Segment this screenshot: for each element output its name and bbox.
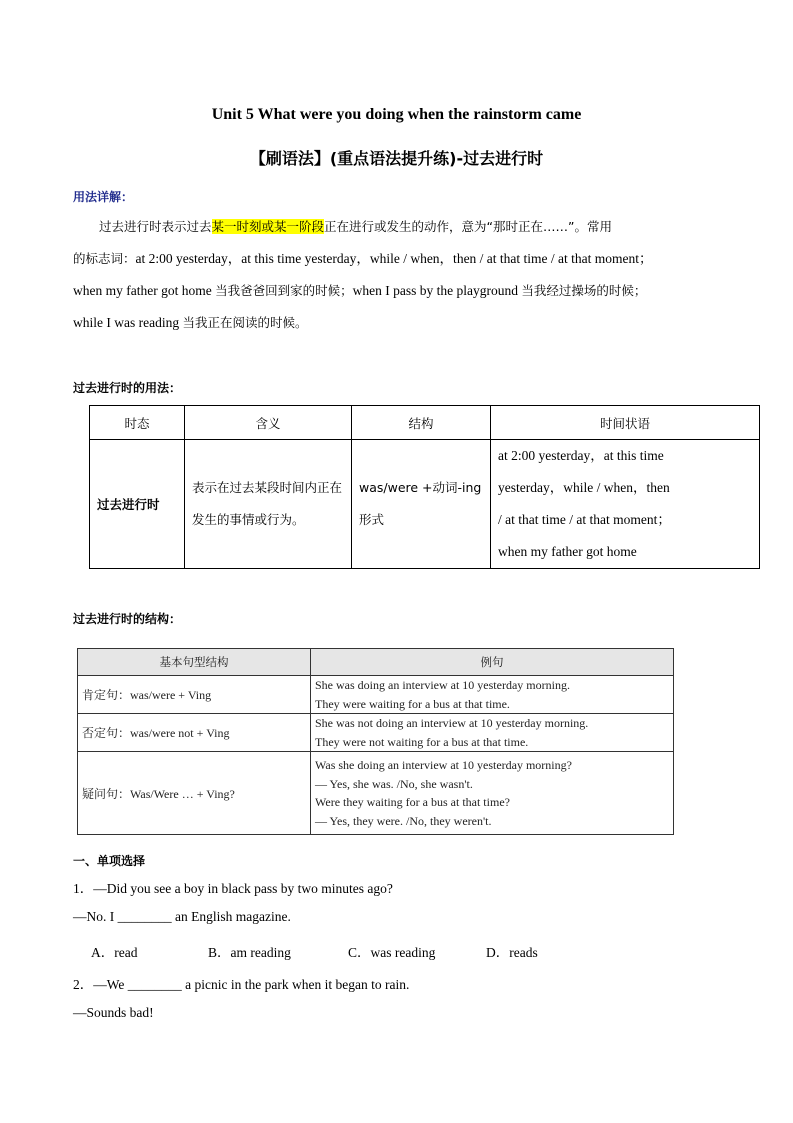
usage-text: 的标志词： xyxy=(73,251,136,266)
usage-heading: 用法详解： xyxy=(73,190,134,204)
table-row xyxy=(78,714,674,752)
example-line: They were waiting for a bus at that time. xyxy=(315,696,510,711)
time-line: / at that time / at that moment； xyxy=(498,512,671,527)
structure-cell: was/were +动词-ing形式 xyxy=(352,440,491,569)
example-line: Was she doing an interview at 10 yesterday morning? xyxy=(315,758,572,772)
usage-line-2 xyxy=(73,243,723,275)
page-subtitle: 【刷语法】(重点语法提升练)-过去进行时 xyxy=(249,149,544,168)
examples-cell xyxy=(311,714,674,752)
question-number: 1． xyxy=(73,881,94,896)
section-heading: 一、单项选择 xyxy=(73,854,146,868)
table-header-cell: 结构 xyxy=(352,406,491,440)
structure-table xyxy=(77,648,674,835)
usage-text: when I pass by the playground xyxy=(352,283,522,298)
examples-cell xyxy=(311,752,674,835)
question-text: —We ________ a picnic in the park when it began to rain. xyxy=(93,977,410,992)
option-a[interactable]: A．read xyxy=(91,945,138,960)
table-header-row xyxy=(78,649,674,676)
example-line: — Yes, she was. /No, she wasn't. xyxy=(315,776,473,791)
example-line: Were they waiting for a bus at that time? xyxy=(315,795,510,809)
question-2-response: —Sounds bad! xyxy=(73,1005,154,1020)
meaning-cell: 表示在过去某段时间内正在发生的事情或行为。 xyxy=(185,440,352,569)
usage-line-3 xyxy=(73,275,723,307)
table-header-row xyxy=(90,406,760,440)
usage-highlight: 某一时刻或某一阶段 xyxy=(211,219,325,234)
usage-text: 正在进行或发生的动作，意为“那时正在……”。常用 xyxy=(324,219,612,234)
tense-cell: 过去进行时 xyxy=(90,440,185,569)
table-row xyxy=(78,752,674,835)
usage-line-4 xyxy=(73,307,723,339)
example-line: She was not doing an interview at 10 yesterday morning. xyxy=(315,716,589,730)
question-number: 2． xyxy=(73,977,94,992)
pattern-cell: 疑问句：Was/Were … + Ving? xyxy=(78,752,311,835)
usage-text: while I was reading xyxy=(73,315,183,330)
usage-text: 当我爸爸回到家的时候； xyxy=(215,283,353,298)
option-c[interactable]: C．was reading xyxy=(348,945,436,960)
example-line: — Yes, they were. /No, they weren't. xyxy=(315,813,492,828)
table-row xyxy=(78,676,674,714)
usage-paragraph xyxy=(73,211,723,339)
structure-table-heading: 过去进行时的结构： xyxy=(73,612,182,626)
table-header-cell: 基本句型结构 xyxy=(78,649,311,676)
usage-text: when my father got home xyxy=(73,283,216,298)
time-line: when my father got home xyxy=(498,544,637,559)
time-line: at 2:00 yesterday，at this time xyxy=(498,448,664,463)
usage-table xyxy=(89,405,760,569)
question-1-response: —No. I ________ an English magazine. xyxy=(73,909,291,924)
table-header-cell: 含义 xyxy=(185,406,352,440)
usage-table-heading: 过去进行时的用法： xyxy=(73,381,182,395)
usage-text: 过去进行时表示过去 xyxy=(99,219,212,234)
time-adverbial-cell xyxy=(491,440,760,569)
example-line: She was doing an interview at 10 yesterday morning. xyxy=(315,678,570,692)
usage-text: 当我经过操场的时候； xyxy=(521,283,647,298)
time-line: yesterday，while / when，then xyxy=(498,480,670,495)
question-2 xyxy=(73,973,409,993)
question-1 xyxy=(73,877,393,897)
table-row xyxy=(90,440,760,569)
usage-text: at 2:00 yesterday，at this time yesterday，while / when，then / at that time / at that moment； xyxy=(135,251,653,266)
usage-text: 当我正在阅读的时候。 xyxy=(182,315,308,330)
examples-cell xyxy=(311,676,674,714)
page-title: Unit 5 What were you doing when the rainstorm came xyxy=(211,106,582,123)
table-header-cell: 时态 xyxy=(90,406,185,440)
table-header-cell: 例句 xyxy=(311,649,674,676)
table-header-cell: 时间状语 xyxy=(491,406,760,440)
pattern-cell: 否定句：was/were not + Ving xyxy=(78,714,311,752)
option-d[interactable]: D．reads xyxy=(486,945,538,960)
pattern-cell: 肯定句：was/were + Ving xyxy=(78,676,311,714)
question-text: —Did you see a boy in black pass by two minutes ago? xyxy=(93,881,393,896)
example-line: They were not waiting for a bus at that time. xyxy=(315,734,529,749)
option-b[interactable]: B．am reading xyxy=(208,945,291,960)
question-1-options xyxy=(91,941,561,961)
usage-line-1 xyxy=(73,211,723,243)
